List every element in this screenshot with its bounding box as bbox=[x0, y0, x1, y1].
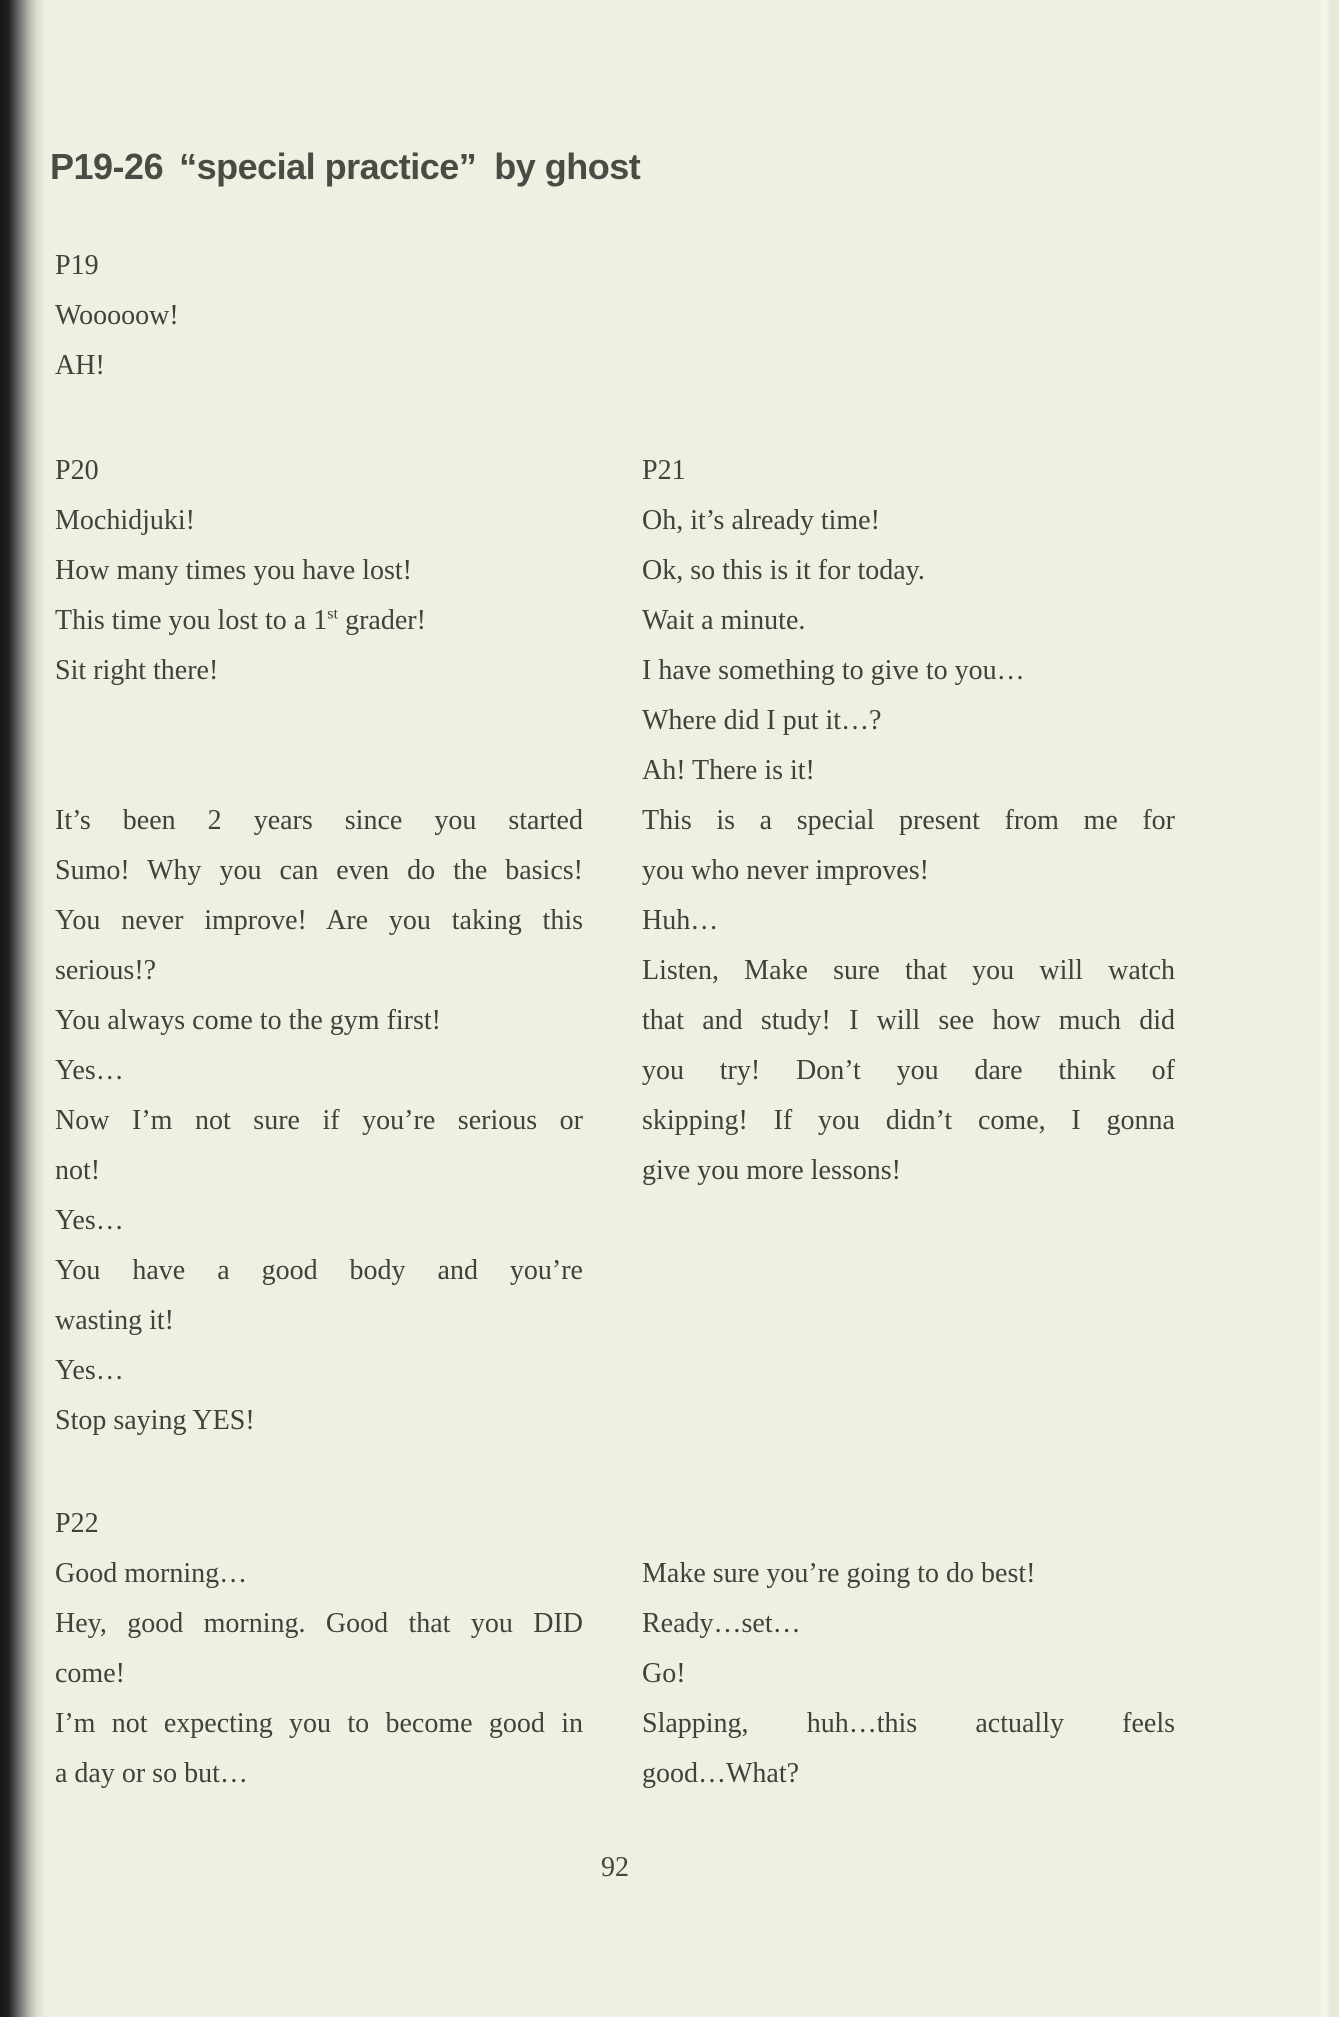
chapter-title-author: by ghost bbox=[494, 146, 641, 187]
section-p19 bbox=[55, 241, 583, 391]
book-binding-shadow bbox=[0, 0, 46, 2017]
dialogue-line: You have a good body and you’re bbox=[55, 1255, 583, 1286]
dialogue-line: Ah! There is it! bbox=[642, 755, 815, 786]
dialogue-line: This is a special present from me for bbox=[642, 805, 1175, 836]
section-p22-left bbox=[55, 1499, 583, 1799]
dialogue-line: Sit right there! bbox=[55, 655, 219, 686]
section-p20 bbox=[55, 446, 583, 1446]
dialogue-line: Ok, so this is it for today. bbox=[642, 555, 925, 586]
dialogue-line: serious!? bbox=[55, 955, 157, 986]
dialogue-line: Listen, Make sure that you will watch bbox=[642, 955, 1175, 986]
dialogue-line: Where did I put it…? bbox=[642, 705, 882, 736]
dialogue-line: Huh… bbox=[642, 905, 719, 936]
section-p22-right bbox=[642, 1549, 1175, 1799]
dialogue-line: How many times you have lost! bbox=[55, 555, 412, 586]
dialogue-line: Yes… bbox=[55, 1055, 124, 1086]
dialogue-line: Go! bbox=[642, 1658, 686, 1689]
page-ref-label: P20 bbox=[55, 455, 99, 486]
ordinal-superscript: st bbox=[327, 604, 339, 623]
dialogue-line: Yes… bbox=[55, 1355, 124, 1386]
dialogue-line: Mochidjuki! bbox=[55, 505, 195, 536]
page-ref-label: P21 bbox=[642, 455, 686, 486]
dialogue-line: a day or so but… bbox=[55, 1758, 248, 1789]
dialogue-line: wasting it! bbox=[55, 1305, 174, 1336]
dialogue-line: Slapping, huh…this actually feels bbox=[642, 1708, 1175, 1739]
dialogue-line: It’s been 2 years since you started bbox=[55, 805, 583, 836]
dialogue-line: come! bbox=[55, 1658, 125, 1689]
dialogue-line: not! bbox=[55, 1155, 101, 1186]
dialogue-line: you who never improves! bbox=[642, 855, 929, 886]
dialogue-line-text: This time you lost to a 1 bbox=[55, 605, 328, 636]
dialogue-line: skipping! If you didn’t come, I gonna bbox=[642, 1105, 1175, 1136]
dialogue-line: AH! bbox=[55, 350, 105, 381]
dialogue-line: Good morning… bbox=[55, 1558, 248, 1589]
dialogue-line: you try! Don’t you dare think of bbox=[642, 1055, 1175, 1086]
dialogue-line: Sumo! Why you can even do the basics! bbox=[55, 855, 583, 886]
dialogue-line: give you more lessons! bbox=[642, 1155, 901, 1186]
page-ref-label: P19 bbox=[55, 250, 99, 281]
dialogue-line: You always come to the gym first! bbox=[55, 1005, 441, 1036]
dialogue-line: Oh, it’s already time! bbox=[642, 505, 880, 536]
dialogue-line-text: grader! bbox=[338, 605, 426, 636]
dialogue-line: Make sure you’re going to do best! bbox=[642, 1558, 1036, 1589]
dialogue-line: Stop saying YES! bbox=[55, 1405, 255, 1436]
dialogue-line: Wait a minute. bbox=[642, 605, 806, 636]
chapter-title-pages: P19-26 bbox=[50, 146, 164, 187]
dialogue-line bbox=[55, 596, 583, 646]
page-ref-label: P22 bbox=[55, 1508, 99, 1539]
paragraph-gap bbox=[55, 696, 583, 796]
page-right-edge bbox=[1318, 0, 1339, 2017]
dialogue-line: Hey, good morning. Good that you DID bbox=[55, 1608, 583, 1639]
dialogue-line: that and study! I will see how much did bbox=[642, 1005, 1175, 1036]
dialogue-line: Ready…set… bbox=[642, 1608, 801, 1639]
dialogue-line: I’m not expecting you to become good in bbox=[55, 1708, 583, 1739]
dialogue-line: Wooooow! bbox=[55, 300, 179, 331]
dialogue-line: Now I’m not sure if you’re serious or bbox=[55, 1105, 583, 1136]
dialogue-line: good…What? bbox=[642, 1758, 800, 1789]
chapter-title bbox=[50, 146, 640, 188]
dialogue-line: You never improve! Are you taking this bbox=[55, 905, 583, 936]
dialogue-line: Yes… bbox=[55, 1205, 124, 1236]
dialogue-line: I have something to give to you… bbox=[642, 655, 1025, 686]
section-p21 bbox=[642, 446, 1175, 1196]
chapter-title-name: “special practice” bbox=[179, 146, 477, 187]
page-number: 92 bbox=[601, 1852, 629, 1883]
